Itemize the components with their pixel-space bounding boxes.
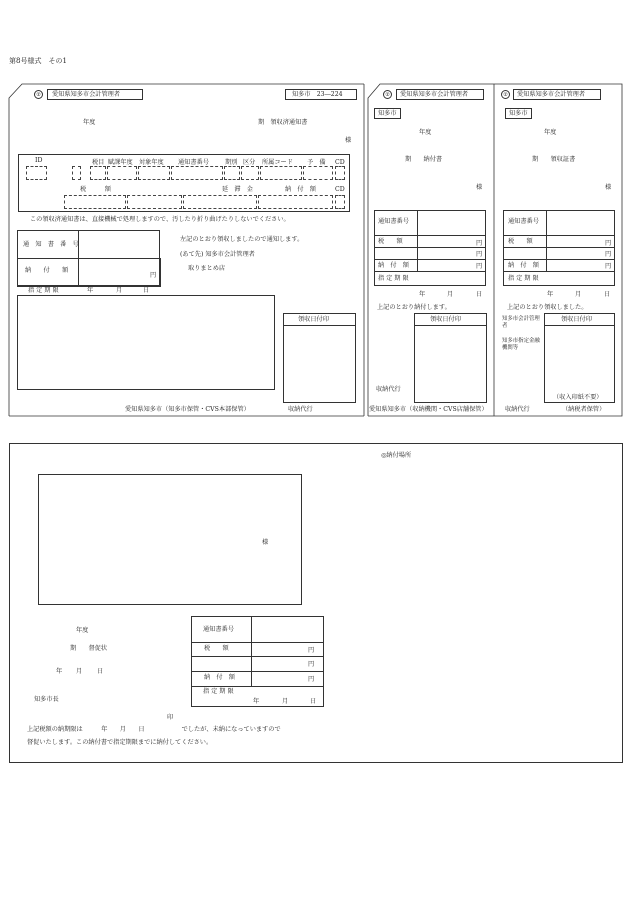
- levy-year-field: [90, 166, 106, 180]
- deadline-year: 年: [253, 698, 260, 705]
- yen-unit: 円: [476, 240, 483, 247]
- col-reserve: 予 備: [307, 159, 326, 166]
- col-notice-number: 通知書番号: [178, 159, 209, 166]
- deadline-day: 日: [476, 291, 483, 298]
- row-payment-amount: 納 付 額: [508, 262, 539, 269]
- honorific: 様: [476, 184, 483, 191]
- issuer-label: 愛知県知多市会計管理者: [517, 91, 586, 98]
- year-label: 年度: [419, 129, 432, 136]
- tax-item-field: [72, 166, 81, 180]
- stamp-box: [544, 313, 615, 403]
- yen-unit: 円: [605, 263, 612, 270]
- deadline-label: 指 定 期 限: [378, 275, 409, 282]
- issuer-label: 愛知県知多市会計管理者: [400, 91, 469, 98]
- stamp-label: 領収日付印: [430, 316, 461, 323]
- col-period: 期別: [225, 159, 238, 166]
- receipt-title: 期 領収証書: [532, 156, 576, 163]
- issuer-box: [396, 89, 484, 100]
- divider: [546, 210, 547, 271]
- col-late-fee: 延 滞 金: [222, 186, 253, 193]
- reminder-title: 期 督促状: [70, 645, 108, 652]
- notice-number-field-b: [171, 166, 223, 180]
- deadline-year: 年: [547, 291, 554, 298]
- reserve-field: [303, 166, 333, 180]
- yen-unit: 円: [308, 647, 315, 654]
- slip-footer: 愛知県知多市（収納機関・CVS店舗保管）: [369, 406, 488, 413]
- yen-unit: 円: [605, 240, 612, 247]
- stamp-label: 領収日付印: [561, 316, 592, 323]
- memo-area: [17, 295, 275, 390]
- divider: [503, 271, 615, 272]
- divider: [414, 325, 487, 326]
- deadline-year: 年: [419, 291, 426, 298]
- tax-amount-field-b: [127, 195, 182, 209]
- cd-field-1: [335, 166, 345, 180]
- divider: [374, 247, 486, 248]
- notice-footer: 愛知県知多市（知多市保管・CVS本部保管）: [125, 406, 250, 413]
- col-levy-year: 賦課年度: [108, 159, 133, 166]
- row-tax-amount: 税 額: [204, 645, 229, 652]
- row-tax-amount: 税 額: [378, 238, 403, 245]
- divider: [191, 642, 324, 643]
- id-field: [26, 166, 47, 180]
- dept-code-field: [260, 166, 302, 180]
- year-label: 年度: [76, 627, 89, 634]
- stamp-box: [283, 313, 356, 403]
- notice-number-field-a: [138, 166, 170, 180]
- col-cd-2: CD: [335, 186, 345, 193]
- handling-warning: この領収済通知書は、直接機械で処理しますので、汚したり折り曲げたりしないでください。: [30, 216, 290, 223]
- payment-amount-label: 納 付 額: [25, 267, 69, 274]
- form-code: 知多市 23―224: [292, 91, 343, 98]
- reminder-text-2: 督促いたします。この納付書で指定期限までに納付してください。: [27, 739, 213, 746]
- seal-mark: 印: [167, 714, 174, 721]
- mayor-label: 知多市長: [34, 696, 59, 703]
- divider: [191, 656, 324, 657]
- divider: [503, 259, 615, 260]
- collector-label: 収納代行: [376, 386, 401, 393]
- col-tax-item: 税目: [92, 159, 105, 166]
- row-notice-number: 通知書番号: [378, 218, 409, 225]
- collecting-store: 取りまとめ店: [188, 265, 226, 272]
- col-category: 区分: [243, 159, 256, 166]
- issue-day: 日: [97, 668, 104, 675]
- addressee: (あて先) 知多市会計管理者: [180, 251, 255, 258]
- tax-amount-field-a: [64, 195, 126, 209]
- col-target-year: 対象年度: [139, 159, 164, 166]
- issue-month: 月: [76, 668, 83, 675]
- stamp-label: 領収日付印: [298, 316, 329, 323]
- deadline-day: 日: [143, 287, 150, 294]
- divider: [544, 325, 615, 326]
- stamp-box: [414, 313, 487, 403]
- receipt-message: 上記のとおり領収しました。: [507, 304, 588, 311]
- receipt-footer: （納税者保管）: [562, 406, 606, 413]
- row-payment-amount: 納 付 額: [204, 674, 235, 681]
- deadline-month: 月: [575, 291, 582, 298]
- row-tax-amount: 税 額: [508, 238, 533, 245]
- reminder-text-1: 上記税額の納期限は 年 月 日 でしたが、未納になっていますので: [27, 726, 281, 733]
- honorific: 様: [345, 137, 352, 144]
- divider: [191, 686, 324, 687]
- deadline-label: 指 定 期 限: [28, 287, 59, 294]
- target-year-field: [107, 166, 137, 180]
- city-tag: 知多市: [378, 110, 397, 117]
- divider: [191, 671, 324, 672]
- honorific: 様: [262, 539, 269, 546]
- deadline-month: 月: [116, 287, 123, 294]
- col-tax-amount: 税 額: [80, 186, 111, 193]
- issue-year: 年: [56, 668, 63, 675]
- treasurer-label: 知多市会計管理者: [502, 316, 540, 330]
- row-notice-number: 通知書番号: [203, 626, 234, 633]
- notice-message: 左記のとおり領収しましたので通知します。: [180, 236, 304, 243]
- deadline-day: 日: [604, 291, 611, 298]
- issuer-box: [47, 89, 143, 100]
- slip-title: 期 納付書: [405, 156, 443, 163]
- payment-places: ◎納付場所: [381, 452, 412, 459]
- col-payment-amount: 納 付 額: [285, 186, 316, 193]
- bank-label: 知多市指定金融機関等: [502, 338, 540, 352]
- city-tag: 知多市: [509, 110, 528, 117]
- row-payment-amount: 納 付 額: [378, 262, 409, 269]
- deadline-month: 月: [447, 291, 454, 298]
- col-id: ID: [35, 157, 43, 164]
- city-tag-box: [505, 108, 532, 119]
- collector-label: 収納代行: [288, 406, 313, 413]
- city-tag-box: [374, 108, 401, 119]
- divider: [374, 235, 486, 236]
- deadline-year: 年: [87, 287, 94, 294]
- yen-unit: 円: [476, 263, 483, 270]
- divider: [374, 271, 486, 272]
- yen-unit: 円: [476, 251, 483, 258]
- form-number: 第8号様式 その1: [9, 57, 67, 65]
- notice-number-label: 通 知 書 番 号: [23, 241, 79, 248]
- slip-message: 上記のとおり納付します。: [377, 304, 451, 311]
- cd-field-2: [335, 195, 345, 209]
- stamp-note: （収入印紙不要）: [553, 394, 603, 401]
- issuer-box: [513, 89, 601, 100]
- honorific: 様: [605, 184, 612, 191]
- divider: [283, 325, 356, 326]
- yen-unit: 円: [308, 676, 315, 683]
- code-box: [285, 89, 357, 100]
- divider: [503, 235, 615, 236]
- payment-amount-field: [258, 195, 333, 209]
- yen-unit: 円: [605, 251, 612, 258]
- deadline-month: 月: [282, 698, 289, 705]
- divider: [374, 259, 486, 260]
- divider: [251, 616, 252, 686]
- collector-label: 収納代行: [505, 406, 530, 413]
- circle-mark: ②: [501, 90, 510, 99]
- row-notice-number: 通知書番号: [508, 218, 539, 225]
- issuer-label: 愛知県知多市会計管理者: [52, 91, 121, 98]
- circle-mark: ②: [383, 90, 392, 99]
- yen-unit: 円: [150, 272, 157, 279]
- period-field: [224, 166, 240, 180]
- deadline-day: 日: [310, 698, 317, 705]
- late-fee-field: [183, 195, 257, 209]
- deadline-label: 指 定 期 限: [203, 688, 234, 695]
- divider: [417, 210, 418, 271]
- year-label: 年度: [83, 119, 96, 126]
- divider: [503, 247, 615, 248]
- deadline-label: 指 定 期 限: [508, 275, 539, 282]
- notice-title: 期 領収済通知書: [258, 119, 308, 126]
- circle-mark: ②: [34, 90, 43, 99]
- yen-unit: 円: [308, 661, 315, 668]
- col-cd: CD: [335, 159, 345, 166]
- year-label: 年度: [544, 129, 557, 136]
- col-dept-code: 所属コード: [262, 159, 293, 166]
- category-field: [241, 166, 259, 180]
